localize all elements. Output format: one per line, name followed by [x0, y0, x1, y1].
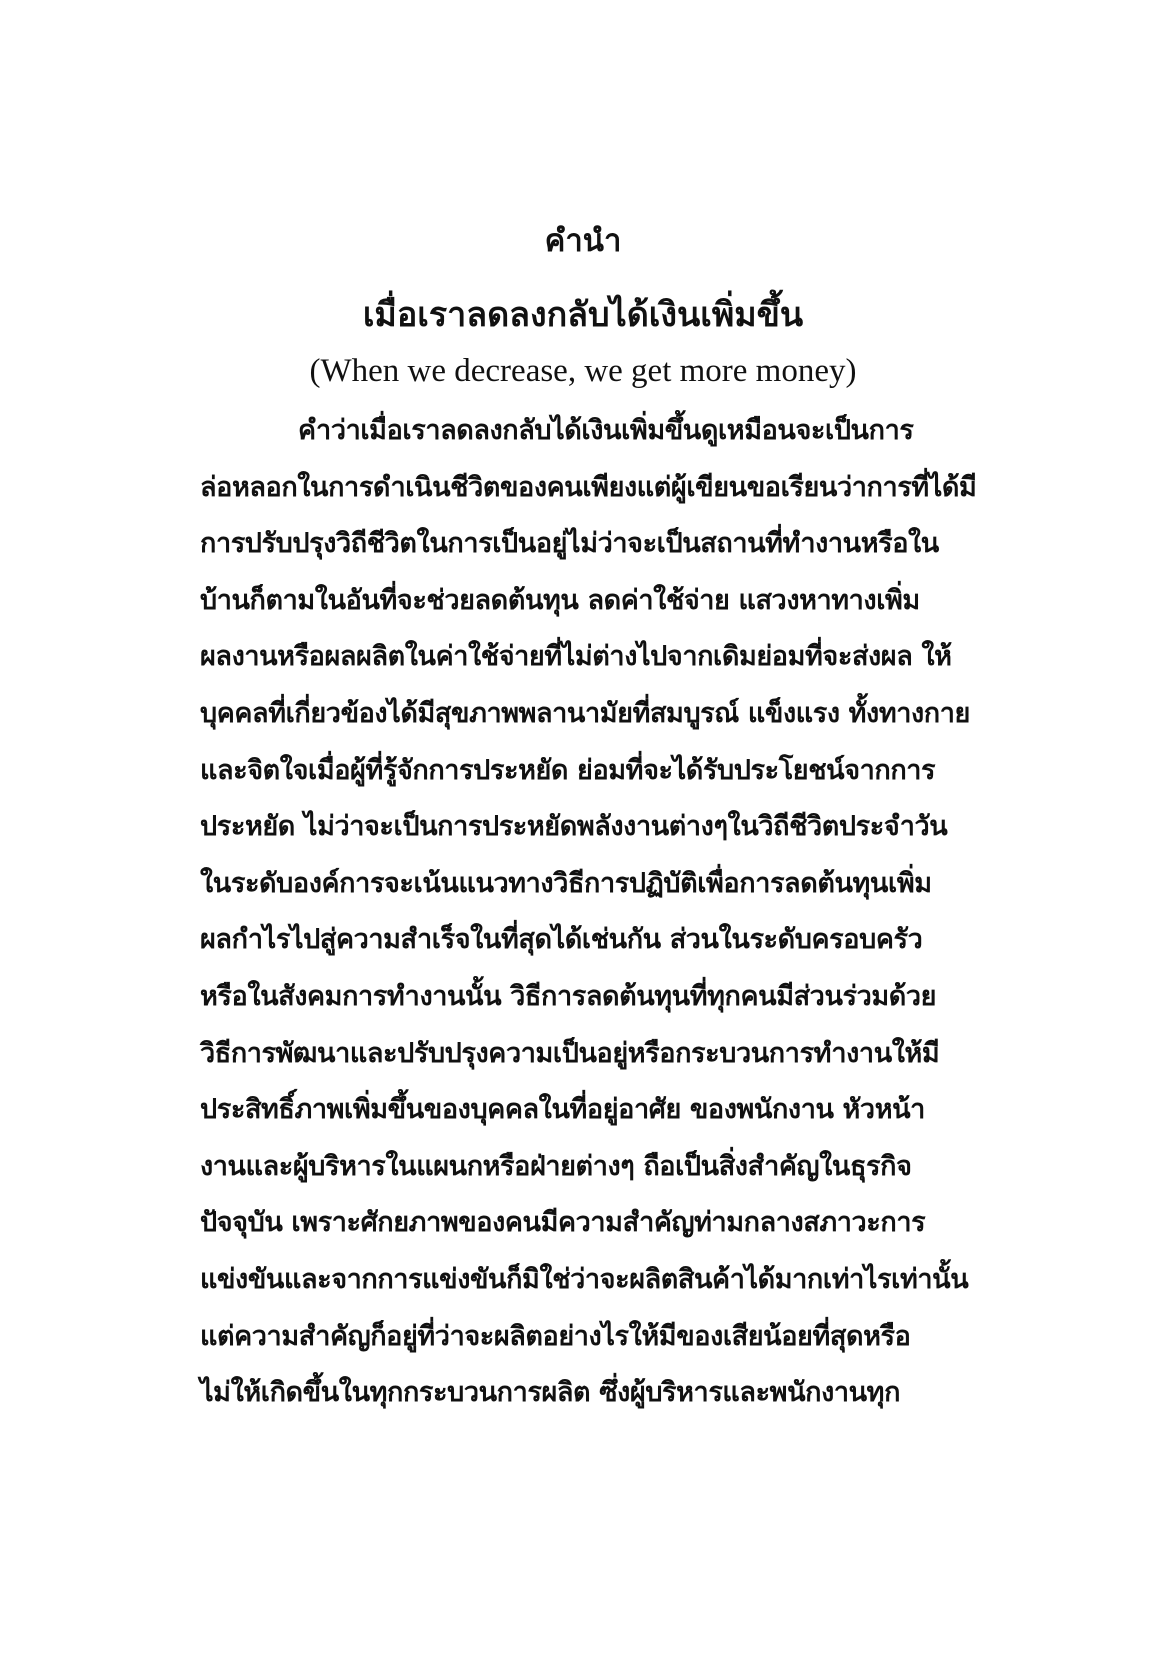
paragraph-line: ผลกำไรไปสู่ความสำเร็จในที่สุดได้เช่นกัน ส่วนในระดับครอบครัว: [200, 924, 923, 956]
paragraph-line: การปรับปรุงวิถีชีวิตในการเป็นอยู่ไม่ว่าจะเป็นสถานที่ทำงานหรือใน: [200, 528, 939, 560]
paragraph-line: ล่อหลอกในการดำเนินชีวิตของคนเพียงแต่ผู้เขียนขอเรียนว่าการที่ได้มี: [200, 471, 977, 503]
body-paragraph: [200, 403, 977, 1422]
paragraph-line: ประสิทธิ์ภาพเพิ่มขึ้นของบุคคลในที่อยู่อาศัย ของพนักงาน หัวหน้า: [200, 1094, 925, 1126]
preface-heading: คำนำ: [544, 223, 622, 259]
paragraph-line: ไม่ให้เกิดขึ้นในทุกกระบวนการผลิต ซึ่งผู้บริหารและพนักงานทุก: [200, 1377, 901, 1409]
paragraph-line: ประหยัด ไม่ว่าจะเป็นการประหยัดพลังงานต่างๆในวิถีชีวิตประจำวัน: [200, 811, 948, 843]
title-heading: เมื่อเราลดลงกลับได้เงินเพิ่มขึ้น: [362, 295, 804, 335]
paragraph-line: และจิตใจเมื่อผู้ที่รู้จักการประหยัด ย่อมที่จะได้รับประโยชน์จากการ: [200, 754, 936, 786]
paragraph-line: แข่งขันและจากการแข่งขันก็มิใช่ว่าจะผลิตสินค้าได้มากเท่าไรเท่านั้น: [200, 1263, 969, 1295]
paragraph-line: ผลงานหรือผลผลิตในค่าใช้จ่ายที่ไม่ต่างไปจากเดิมย่อมที่จะส่งผล ให้: [200, 641, 952, 673]
paragraph-line: คำว่าเมื่อเราลดลงกลับได้เงินเพิ่มขึ้นดูเหมือนจะเป็นการ: [298, 415, 914, 446]
paragraph-line: บุคคลที่เกี่ยวข้องได้มีสุขภาพพลานามัยที่สมบูรณ์ แข็งแรง ทั้งทางกาย: [200, 697, 970, 729]
paragraph-line: หรือในสังคมการทำงานนั้น วิธีการลดต้นทุนที่ทุกคนมีส่วนร่วมด้วย: [200, 980, 937, 1012]
paragraph-line: แต่ความสำคัญก็อยู่ที่ว่าจะผลิตอย่างไรให้มีของเสียน้อยที่สุดหรือ: [200, 1320, 911, 1352]
paragraph-line: ปัจจุบัน เพราะศักยภาพของคนมีความสำคัญท่ามกลางสภาวะการ: [200, 1207, 926, 1239]
paragraph-line: บ้านก็ตามในอันที่จะช่วยลดต้นทุน ลดค่าใช้จ่าย แสวงหาทางเพิ่ม: [200, 584, 920, 616]
paragraph-line: ในระดับองค์การจะเน้นแนวทางวิธีการปฏิบัติเพื่อการลดต้นทุนเพิ่ม: [200, 867, 932, 899]
paragraph-line: งานและผู้บริหารในแผนกหรือฝ่ายต่างๆ ถือเป็นสิ่งสำคัญในธุรกิจ: [200, 1150, 912, 1182]
paragraph-line: วิธีการพัฒนาและปรับปรุงความเป็นอยู่หรือกระบวนการทำงานให้มี: [200, 1037, 940, 1069]
english-subtitle: (When we decrease, we get more money): [309, 353, 857, 389]
